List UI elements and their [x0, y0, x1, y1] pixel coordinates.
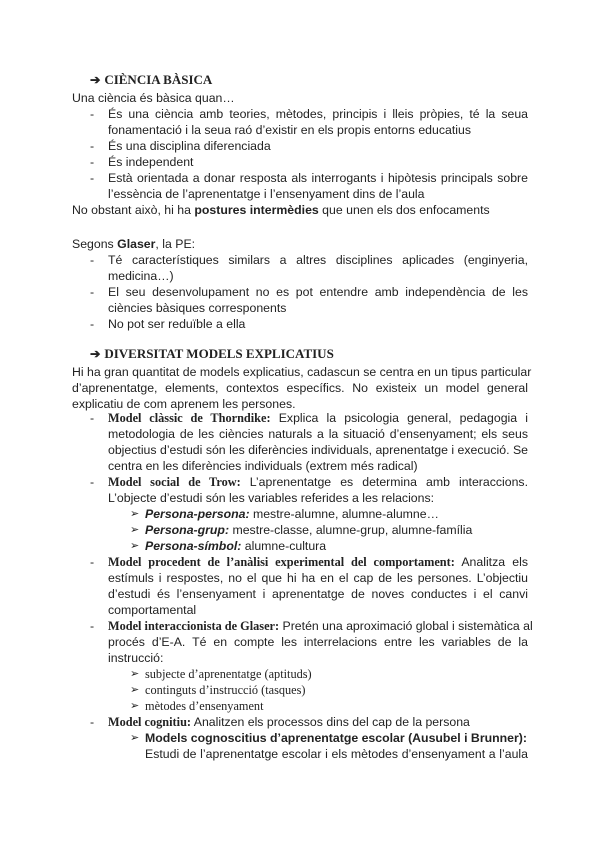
- trow-item: Persona-símbol: alumne-cultura: [145, 539, 327, 553]
- experimental-line: comportamental: [108, 603, 197, 617]
- dash-icon: -: [90, 317, 95, 331]
- intro-line: explicatiu de com aprenem les persones.: [72, 397, 296, 411]
- cognitive-sub-text: Estudi de l’aprenentatge escolar i els mètodes d’ensenyament a l’aula: [145, 747, 528, 761]
- dash-icon: -: [90, 555, 95, 569]
- bullet-line: fonamentació i la seua raó d’existir en els propis entorns educatius: [108, 123, 471, 137]
- intro-text: Una ciència és bàsica quan…: [72, 91, 235, 105]
- bullet-line: ciències bàsiques corresponents: [108, 301, 287, 315]
- trow-item: Persona-grup: mestre-classe, alumne-grup, alumne-família: [145, 523, 473, 537]
- intro-line: d’aprenentatge, elements, contextos específics. No existeix un model general: [72, 381, 528, 395]
- dash-icon: -: [90, 139, 95, 153]
- experimental-line: estímuls i respostes, no el que hi ha en el cap de les persones. L’objectiu: [108, 571, 528, 585]
- trow-line: Model social de Trow: L’aprenentatge es determina amb interaccions.: [108, 475, 528, 489]
- trow-line: L’objecte d’estudi són les variables referides a les relacions:: [108, 491, 435, 505]
- thorndike-line: metodologia de les ciències naturals a la situació d’ensenyament; els seus: [108, 427, 528, 441]
- cognitive-sub-title: Models cognoscitius d’aprenentatge escolar (Ausubel i Brunner):: [145, 731, 527, 745]
- dash-icon: -: [90, 171, 95, 185]
- dash-icon: -: [90, 285, 95, 299]
- trow-item: Persona-persona: mestre-alumne, alumne-alumne…: [145, 507, 439, 521]
- intro-line: Hi ha gran quantitat de models explicatius, cadascun se centra en un tipus particular: [72, 365, 532, 379]
- section-heading-ciencia-basica: ➔ CIÈNCIA BÀSICA: [90, 72, 213, 87]
- glaser-item: mètodes d’ensenyament: [145, 699, 264, 713]
- thorndike-line: Model clàssic de Thorndike: Explica la psicologia general, pedagogia i: [108, 411, 528, 425]
- arrowhead-icon: ➢: [130, 508, 140, 520]
- note-text: No obstant això, hi ha postures intermèdies que unen els dos enfocaments: [72, 203, 490, 217]
- section-heading-diversitat: ➔ DIVERSITAT MODELS EXPLICATIUS: [90, 346, 334, 361]
- arrowhead-icon: ➢: [130, 540, 140, 552]
- arrow-right-icon: ➔: [90, 73, 101, 87]
- thorndike-line: objectius d’estudi són les diferències individuals, aprenentatge i execució. Se: [108, 443, 528, 457]
- bullet-line: l’essència de l’aprenentatge i l’ensenyament dins de l’aula: [108, 187, 425, 201]
- dash-icon: -: [90, 715, 95, 729]
- glaser-item: subjecte d’aprenentatge (aptituds): [145, 667, 312, 681]
- arrowhead-icon: ➢: [130, 684, 140, 696]
- dash-icon: -: [90, 411, 95, 425]
- thorndike-line: centra en les diferències individuals (extrem més radical): [108, 459, 418, 473]
- glaser-model-line: procés d’E-A. Té en compte les interrelacions entre les variables de la: [108, 635, 528, 649]
- arrowhead-icon: ➢: [130, 700, 140, 712]
- bullet-line: medicina…): [108, 269, 174, 283]
- arrowhead-icon: ➢: [130, 524, 140, 536]
- bullet-line: És una disciplina diferenciada: [108, 139, 271, 153]
- arrowhead-icon: ➢: [130, 732, 140, 744]
- glaser-model-line: instrucció:: [108, 651, 164, 665]
- bullet-line: No pot ser reduïble a ella: [108, 317, 246, 331]
- experimental-line: Model procedent de l’anàlisi experimental del comportament: Analitza els: [108, 555, 528, 569]
- cognitive-line: Model cognitiu: Analitzen els processos dins del cap de la persona: [108, 715, 470, 729]
- glaser-intro: Segons Glaser, la PE:: [72, 237, 196, 251]
- dash-icon: -: [90, 253, 95, 267]
- dash-icon: -: [90, 619, 95, 633]
- bullet-line: Està orientada a donar resposta als interrogants i hipòtesis principals sobre: [108, 171, 528, 185]
- experimental-line: d’estudi és l’ensenyament i aprenentatge de noves conductes i el canvi: [108, 587, 528, 601]
- arrowhead-icon: ➢: [130, 668, 140, 680]
- bullet-line: El seu desenvolupament no es pot entendre amb independència de les: [108, 285, 528, 299]
- arrow-right-icon: ➔: [90, 347, 101, 361]
- glaser-item: continguts d’instrucció (tasques): [145, 683, 306, 697]
- dash-icon: -: [90, 475, 95, 489]
- bullet-line: És una ciència amb teories, mètodes, principis i lleis pròpies, té la seua: [108, 107, 528, 121]
- dash-icon: -: [90, 155, 95, 169]
- dash-icon: -: [90, 107, 95, 121]
- bullet-line: És independent: [108, 155, 194, 169]
- glaser-model-line: Model interaccionista de Glaser: Pretén una aproximació global i sistemàtica al: [108, 619, 533, 633]
- bullet-line: Té característiques similars a altres disciplines aplicades (enginyeria,: [108, 253, 528, 267]
